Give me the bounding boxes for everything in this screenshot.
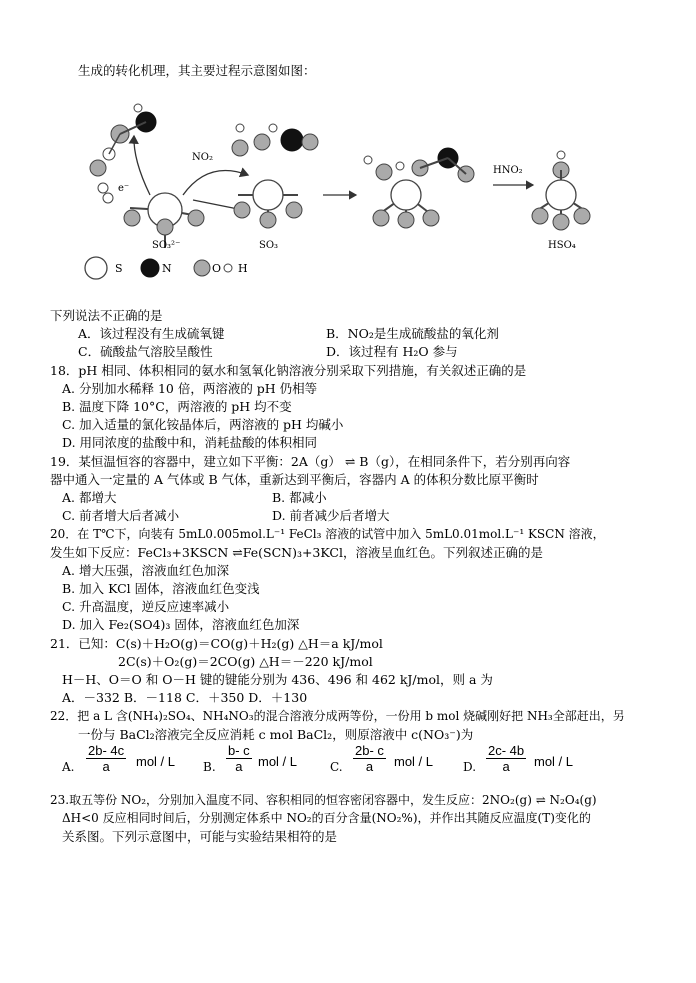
q20-option-a: A. 增大压强，溶液血红色加深 [62,563,229,578]
q17-option-c: C．硫酸盐气溶胶呈酸性 [78,344,213,359]
q22-option-d-unit: mol / L [534,754,574,769]
q22-stem-line1: 22．把 a L 含(NH₄)₂SO₄、NH₄NO₃的混合溶液分成两等份，一份用 b mol 烧碱刚好把 NH₃全部赶出，另 [50,709,625,723]
q17-option-a: A．该过程没有生成硫氧键 [78,326,225,341]
q20-stem-line2: 发生如下反应：FeCl₃+3KSCN ⇌Fe(SCN)₃+3KCl，溶液呈血红色。下列叙述正确的是 [50,545,543,560]
so3-label: SO₃ [259,240,279,251]
q19-option-b: B. 都减小 [272,490,327,505]
q19-option-d: D. 前者减少后者增大 [272,508,390,523]
electron-label: e⁻ [118,183,130,194]
so3-molecule [234,180,302,228]
q17-option-b: B．NO₂是生成硫酸盐的氧化剂 [326,326,499,341]
sulfite-molecule [90,104,204,248]
q18-option-a: A. 分别加水稀释 10 倍，两溶液的 pH 仍相等 [62,381,318,396]
reaction-mechanism-figure [78,100,618,295]
q18-stem: 18．pH 相同、体积相同的氨水和氢氧化钠溶液分别采取下列措施，有关叙述正确的是 [50,363,527,378]
legend-sulfur: S [115,262,123,275]
q19-stem-line2: 器中通入一定量的 A 气体或 B 气体，重新达到平衡后，容器内 A 的体积分数比原平衡时 [50,472,539,487]
q22-option-c-label: C. [330,760,343,774]
q21-line3: H－H、O＝O 和 O－H 键的键能分别为 436、496 和 462 kJ/mol，则 a 为 [62,672,493,687]
q19-stem-line1: 19．某恒温恒容的容器中，建立如下平衡：2A（g） ⇌ B（g），在相同条件下，若分别再向容 [50,454,571,469]
q22-a-numerator: 2b- 4c [88,743,125,758]
q20-stem-line1: 20．在 T℃下，向装有 5mL0.005mol.L⁻¹ FeCl₃ 溶液的试管中加入 5mL0.01mol.L⁻¹ KSCN 溶液， [50,527,605,541]
legend-hydrogen: H [238,262,248,275]
q22-option-d-fraction [486,743,526,774]
intro-text: 生成的转化机理，其主要过程示意图如图： [78,63,316,78]
q22-option-b-unit: mol / L [258,754,298,769]
hno2-label: HNO₂ [493,165,523,176]
q19-option-c: C. 前者增大后者减小 [62,508,180,523]
q22-option-a-unit: mol / L [136,754,176,769]
q22-d-denominator: a [502,759,510,774]
q18-option-b: B. 温度下降 10°C，两溶液的 pH 均不变 [62,399,292,414]
intermediate-molecule [364,148,474,228]
no2-label: NO₂ [192,152,213,163]
q22-c-denominator: a [365,759,374,774]
sulfur-legend-icon [85,257,107,279]
hso4-label: HSO₄ [548,240,576,251]
q22-option-b-fraction [226,743,252,774]
q22-option-a-label: A. [62,760,75,774]
water-no-cluster [232,124,318,156]
q21-options: A．－332 B．－118 C．＋350 D．＋130 [62,690,308,705]
q20-option-b: B. 加入 KCl 固体，溶液血红色变浅 [62,581,260,596]
q22-a-denominator: a [102,759,110,774]
q19-option-a: A. 都增大 [62,490,117,505]
legend-oxygen: O [212,262,222,275]
q22-b-denominator: a [235,759,243,774]
q23-stem-line3: 关系图。下列示意图中，可能与实验结果相符的是 [62,829,338,844]
q18-option-d: D. 用同浓度的盐酸中和，消耗盐酸的体积相同 [62,435,318,450]
nitrogen-legend-icon [141,259,159,277]
hydrogen-legend-icon [224,264,232,272]
q20-option-d: D. 加入 Fe₂(SO4)₃ 固体，溶液血红色加深 [62,617,300,632]
sulfite-label: SO₃²⁻ [152,240,181,251]
q22-option-a-fraction [86,743,126,774]
q23-stem-line2: ΔH<0 反应相同时间后，分别测定体系中 NO₂的百分含量(NO₂%)，并作出其随反应温度(T)变化的 [62,811,591,825]
q23-stem-line1: 23.取五等份 NO₂，分别加入温度不同、容积相同的恒容密闭容器中，发生反应：2NO₂(g) ⇌ N₂O₄(g) [50,793,597,807]
q22-option-b-label: B. [203,760,216,774]
q18-option-c: C. 加入适量的氯化铵晶体后，两溶液的 pH 均碱小 [62,417,344,432]
legend-nitrogen: N [162,262,172,275]
hso4-molecule [532,151,590,230]
q22-option-c-unit: mol / L [394,754,434,769]
q21-line2: 2C(s)＋O₂(g)＝2CO(g) △H＝－220 kJ/mol [118,654,373,669]
oxygen-legend-icon [194,260,210,276]
q22-stem-line2: 一份与 BaCl₂溶液完全反应消耗 c mol BaCl₂，则原溶液中 c(NO₃⁻)为 [78,727,474,742]
q20-option-c: C. 升高温度，逆反应速率减小 [62,599,230,614]
q22-b-numerator: b- c [228,743,250,758]
q22-c-numerator: 2b- c [355,743,384,758]
q17-stem: 下列说法不正确的是 [50,308,163,323]
q21-line1: 21．已知：C(s)＋H₂O(g)＝CO(g)＋H₂(g) △H＝a kJ/mol [50,636,383,651]
q22-option-d-label: D. [463,760,477,774]
q17-option-d: D．该过程有 H₂O 参与 [326,344,458,359]
figure-legend [85,257,232,279]
q22-option-c-fraction [353,743,386,774]
q22-d-numerator: 2c- 4b [488,743,525,758]
